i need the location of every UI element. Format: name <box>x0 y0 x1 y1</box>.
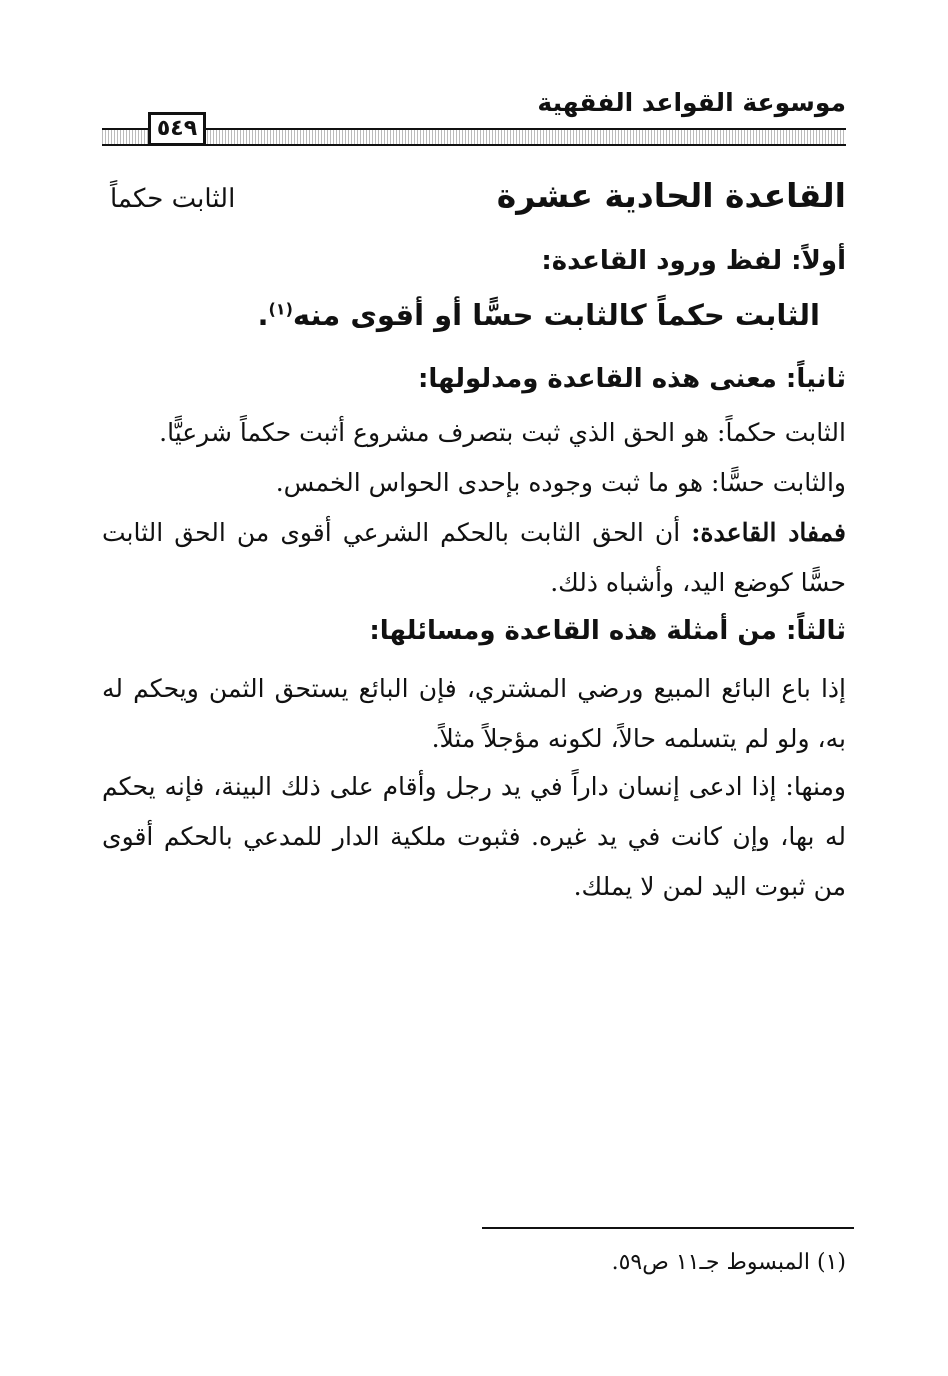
rule-title: القاعدة الحادية عشرة <box>496 176 846 215</box>
footnote: (١) المبسوط جـ١١ ص٥٩. <box>611 1250 846 1275</box>
footnote-marker[interactable]: (١) <box>268 299 293 319</box>
definition-legal: الثابت حكماً: هو الحق الذي ثبت بتصرف مشروع أثبت حكماً شرعيًّا. <box>159 418 846 447</box>
footnote-separator <box>482 1227 854 1229</box>
rule-statement <box>257 298 820 332</box>
rule-meaning-text: أن الحق الثابت بالحكم الشرعي أقوى من الحق الثابت حسًّا كوضع اليد، وأشباه ذلك. <box>102 518 846 597</box>
example-sale: إذا باع البائع المبيع ورضي المشتري، فإن البائع يستحق الثمن ويحكم له به، ولو لم يتسلمه حالاً، لكونه مؤجلاً مثلاً. <box>102 674 846 753</box>
rule-short-name: الثابت حكماً <box>110 184 236 214</box>
page-number: ٥٤٩ <box>148 112 206 146</box>
book-title: موسوعة القواعد الفقهية <box>537 88 846 117</box>
definition-sensory: والثابت حسًّا: هو ما ثبت وجوده بإحدى الحواس الخمس. <box>275 468 846 497</box>
rule-meaning <box>102 508 846 608</box>
header-rule <box>102 128 846 146</box>
section2-heading: ثانياً: معنى هذه القاعدة ومدلولها: <box>417 364 846 394</box>
section3-heading: ثالثاً: من أمثلة هذه القاعدة ومسائلها: <box>369 616 846 646</box>
example-house-claim: ومنها: إذا ادعى إنسان داراً في يد رجل وأقام على ذلك البينة، فإنه يحكم له بها، وإن كانت في يد غيره. فثبوت ملكية الدار للمدعي بالحكم أقوى من ثبوت اليد لمن لا يملك. <box>102 772 846 901</box>
rule-meaning-lead: فمفاد القاعدة: <box>691 518 846 547</box>
statement-end-mark: . <box>257 298 269 332</box>
section1-heading: أولاً: لفظ ورود القاعدة: <box>541 246 846 276</box>
statement-text: الثابت حكماً كالثابت حسًّا أو أقوى منه <box>292 298 820 332</box>
